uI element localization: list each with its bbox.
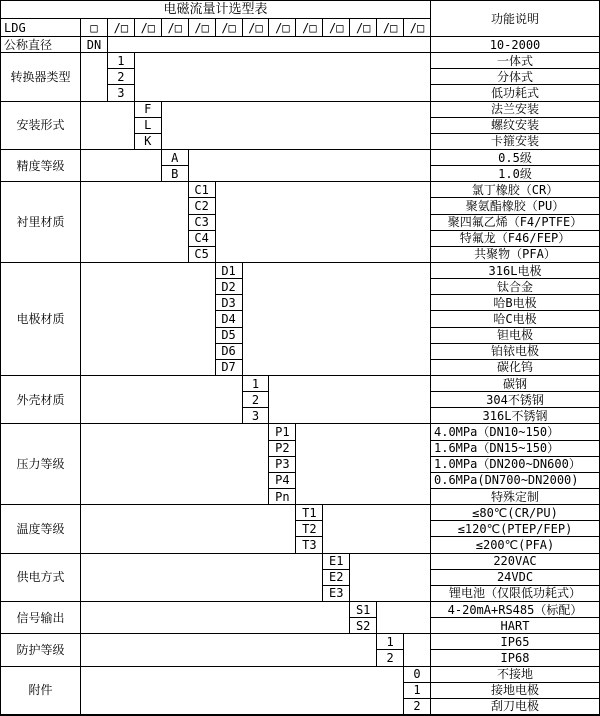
spacer-cell bbox=[162, 102, 431, 150]
code-cell: T2 bbox=[296, 521, 323, 537]
code-cell: C3 bbox=[189, 215, 216, 231]
spacer-cell bbox=[81, 182, 189, 263]
model-code-slot: /□ bbox=[216, 19, 243, 37]
function-cell: 法兰安装 bbox=[431, 102, 599, 118]
category-label: 电极材质 bbox=[1, 263, 81, 376]
spacer-cell bbox=[81, 554, 323, 602]
code-cell: B bbox=[162, 166, 189, 182]
code-cell: 2 bbox=[404, 699, 431, 715]
code-cell: D7 bbox=[216, 360, 243, 376]
function-cell: ≤80℃(CR/PU) bbox=[431, 505, 599, 521]
function-cell: 聚四氟乙烯（F4/PTFE） bbox=[431, 215, 599, 231]
code-cell: D6 bbox=[216, 344, 243, 360]
code-cell: S1 bbox=[350, 602, 377, 618]
model-code-slot: /□ bbox=[377, 19, 404, 37]
code-cell: D2 bbox=[216, 279, 243, 295]
code-cell: C1 bbox=[189, 182, 216, 198]
category-label: 精度等级 bbox=[1, 150, 81, 182]
model-code-slot: /□ bbox=[404, 19, 431, 37]
function-cell: 哈C电极 bbox=[431, 311, 599, 327]
code-cell: 3 bbox=[243, 408, 270, 424]
code-cell: E3 bbox=[323, 586, 350, 602]
function-cell: 哈B电极 bbox=[431, 295, 599, 311]
category-label: 压力等级 bbox=[1, 424, 81, 505]
function-cell: 聚氨酯橡胶（PU） bbox=[431, 198, 599, 214]
spacer-cell bbox=[189, 150, 431, 182]
code-cell: E1 bbox=[323, 554, 350, 570]
model-code-slot: /□ bbox=[323, 19, 350, 37]
code-cell: 1 bbox=[404, 683, 431, 699]
spacer-cell bbox=[243, 263, 431, 376]
code-cell: D1 bbox=[216, 263, 243, 279]
function-cell: 4.0MPa（DN10~150） bbox=[431, 424, 599, 440]
code-cell: C4 bbox=[189, 231, 216, 247]
function-cell: 共聚物（PFA） bbox=[431, 247, 599, 263]
function-cell: 低功耗式 bbox=[431, 85, 599, 101]
category-label: 信号输出 bbox=[1, 602, 81, 634]
spacer-cell bbox=[108, 37, 431, 53]
code-cell: 1 bbox=[243, 376, 270, 392]
code-cell: F bbox=[135, 102, 162, 118]
function-cell: 不接地 bbox=[431, 667, 599, 683]
model-code-slot: /□ bbox=[350, 19, 377, 37]
function-cell: 特殊定制 bbox=[431, 489, 599, 505]
spacer-cell bbox=[404, 634, 431, 666]
code-cell: P3 bbox=[269, 457, 296, 473]
function-cell: 316L电极 bbox=[431, 263, 599, 279]
category-label: 衬里材质 bbox=[1, 182, 81, 263]
category-label: 防护等级 bbox=[1, 634, 81, 666]
code-cell: C2 bbox=[189, 198, 216, 214]
code-cell: DN bbox=[81, 37, 108, 53]
function-cell: 锂电池（仅限低功耗式） bbox=[431, 586, 599, 602]
function-cell: 10-2000 bbox=[431, 37, 599, 53]
spacer-cell bbox=[350, 554, 431, 602]
spacer-cell bbox=[296, 424, 431, 505]
code-cell: P1 bbox=[269, 424, 296, 440]
function-cell: 1.6MPa（DN15~150） bbox=[431, 441, 599, 457]
code-cell: D4 bbox=[216, 311, 243, 327]
function-cell: 304不锈钢 bbox=[431, 392, 599, 408]
spacer-cell bbox=[81, 602, 350, 634]
category-label: 转换器类型 bbox=[1, 53, 81, 101]
spacer-cell bbox=[81, 634, 377, 666]
function-cell: 螺纹安装 bbox=[431, 118, 599, 134]
model-code-slot: /□ bbox=[135, 19, 162, 37]
function-cell: 氯丁橡胶（CR） bbox=[431, 182, 599, 198]
function-cell: HART bbox=[431, 618, 599, 634]
code-cell: 1 bbox=[108, 53, 135, 69]
function-cell: 220VAC bbox=[431, 554, 599, 570]
function-cell: 分体式 bbox=[431, 69, 599, 85]
spacer-cell bbox=[269, 376, 431, 424]
model-code-slot: /□ bbox=[296, 19, 323, 37]
code-cell: S2 bbox=[350, 618, 377, 634]
function-cell: 4-20mA+RS485（标配） bbox=[431, 602, 599, 618]
category-label: 附件 bbox=[1, 667, 81, 715]
code-cell: 3 bbox=[108, 85, 135, 101]
category-label: 供电方式 bbox=[1, 554, 81, 602]
spacer-cell bbox=[81, 505, 296, 553]
code-cell: C5 bbox=[189, 247, 216, 263]
model-code-slot: /□ bbox=[162, 19, 189, 37]
function-cell: ≤120℃(PTEP/FEP) bbox=[431, 521, 599, 537]
code-cell: P4 bbox=[269, 473, 296, 489]
function-cell: 碳化钨 bbox=[431, 360, 599, 376]
function-cell: 钛合金 bbox=[431, 279, 599, 295]
spacer-cell bbox=[81, 102, 135, 150]
table-title: 电磁流量计选型表 bbox=[1, 1, 431, 19]
code-cell: D3 bbox=[216, 295, 243, 311]
function-cell: 一体式 bbox=[431, 53, 599, 69]
code-cell: Pn bbox=[269, 489, 296, 505]
function-cell: 卡箍安装 bbox=[431, 134, 599, 150]
code-cell: 2 bbox=[108, 69, 135, 85]
spacer-cell bbox=[81, 667, 404, 715]
function-cell: 铂铱电极 bbox=[431, 344, 599, 360]
model-code-slot: /□ bbox=[269, 19, 296, 37]
code-cell: 2 bbox=[243, 392, 270, 408]
model-code-box: □ bbox=[81, 19, 108, 37]
function-cell: 0.5级 bbox=[431, 150, 599, 166]
function-column-header: 功能说明 bbox=[431, 1, 599, 37]
function-cell: 1.0MPa（DN200~DN600） bbox=[431, 457, 599, 473]
spacer-cell bbox=[81, 263, 216, 376]
spacer-cell bbox=[81, 424, 269, 505]
category-label: 公称直径 bbox=[1, 37, 81, 53]
code-cell: E2 bbox=[323, 570, 350, 586]
model-code-slot: /□ bbox=[108, 19, 135, 37]
spacer-cell bbox=[81, 376, 243, 424]
spacer-cell bbox=[377, 602, 431, 634]
function-cell: 特氟龙（F46/FEP） bbox=[431, 231, 599, 247]
model-code-slot: /□ bbox=[189, 19, 216, 37]
category-label: 温度等级 bbox=[1, 505, 81, 553]
function-cell: 0.6MPa(DN700~DN2000) bbox=[431, 473, 599, 489]
spacer-cell bbox=[81, 53, 108, 101]
function-cell: 钽电极 bbox=[431, 328, 599, 344]
function-cell: ≤200℃(PFA) bbox=[431, 537, 599, 553]
spacer-cell bbox=[135, 53, 431, 101]
category-label: 外壳材质 bbox=[1, 376, 81, 424]
category-label: 安装形式 bbox=[1, 102, 81, 150]
code-cell: D5 bbox=[216, 328, 243, 344]
spacer-cell bbox=[216, 182, 431, 263]
spacer-cell bbox=[323, 505, 431, 553]
function-cell: 1.0级 bbox=[431, 166, 599, 182]
model-code-prefix: LDG bbox=[1, 19, 81, 37]
code-cell: T3 bbox=[296, 537, 323, 553]
model-code-slot: /□ bbox=[243, 19, 270, 37]
function-cell: IP68 bbox=[431, 650, 599, 666]
function-cell: 刮刀电极 bbox=[431, 699, 599, 715]
function-cell: 316L不锈钢 bbox=[431, 408, 599, 424]
function-cell: 碳钢 bbox=[431, 376, 599, 392]
function-cell: 接地电极 bbox=[431, 683, 599, 699]
code-cell: 1 bbox=[377, 634, 404, 650]
code-cell: P2 bbox=[269, 441, 296, 457]
code-cell: K bbox=[135, 134, 162, 150]
code-cell: T1 bbox=[296, 505, 323, 521]
code-cell: A bbox=[162, 150, 189, 166]
spacer-cell bbox=[81, 150, 162, 182]
function-cell: 24VDC bbox=[431, 570, 599, 586]
code-cell: 2 bbox=[377, 650, 404, 666]
code-cell: L bbox=[135, 118, 162, 134]
function-cell: IP65 bbox=[431, 634, 599, 650]
code-cell: 0 bbox=[404, 667, 431, 683]
